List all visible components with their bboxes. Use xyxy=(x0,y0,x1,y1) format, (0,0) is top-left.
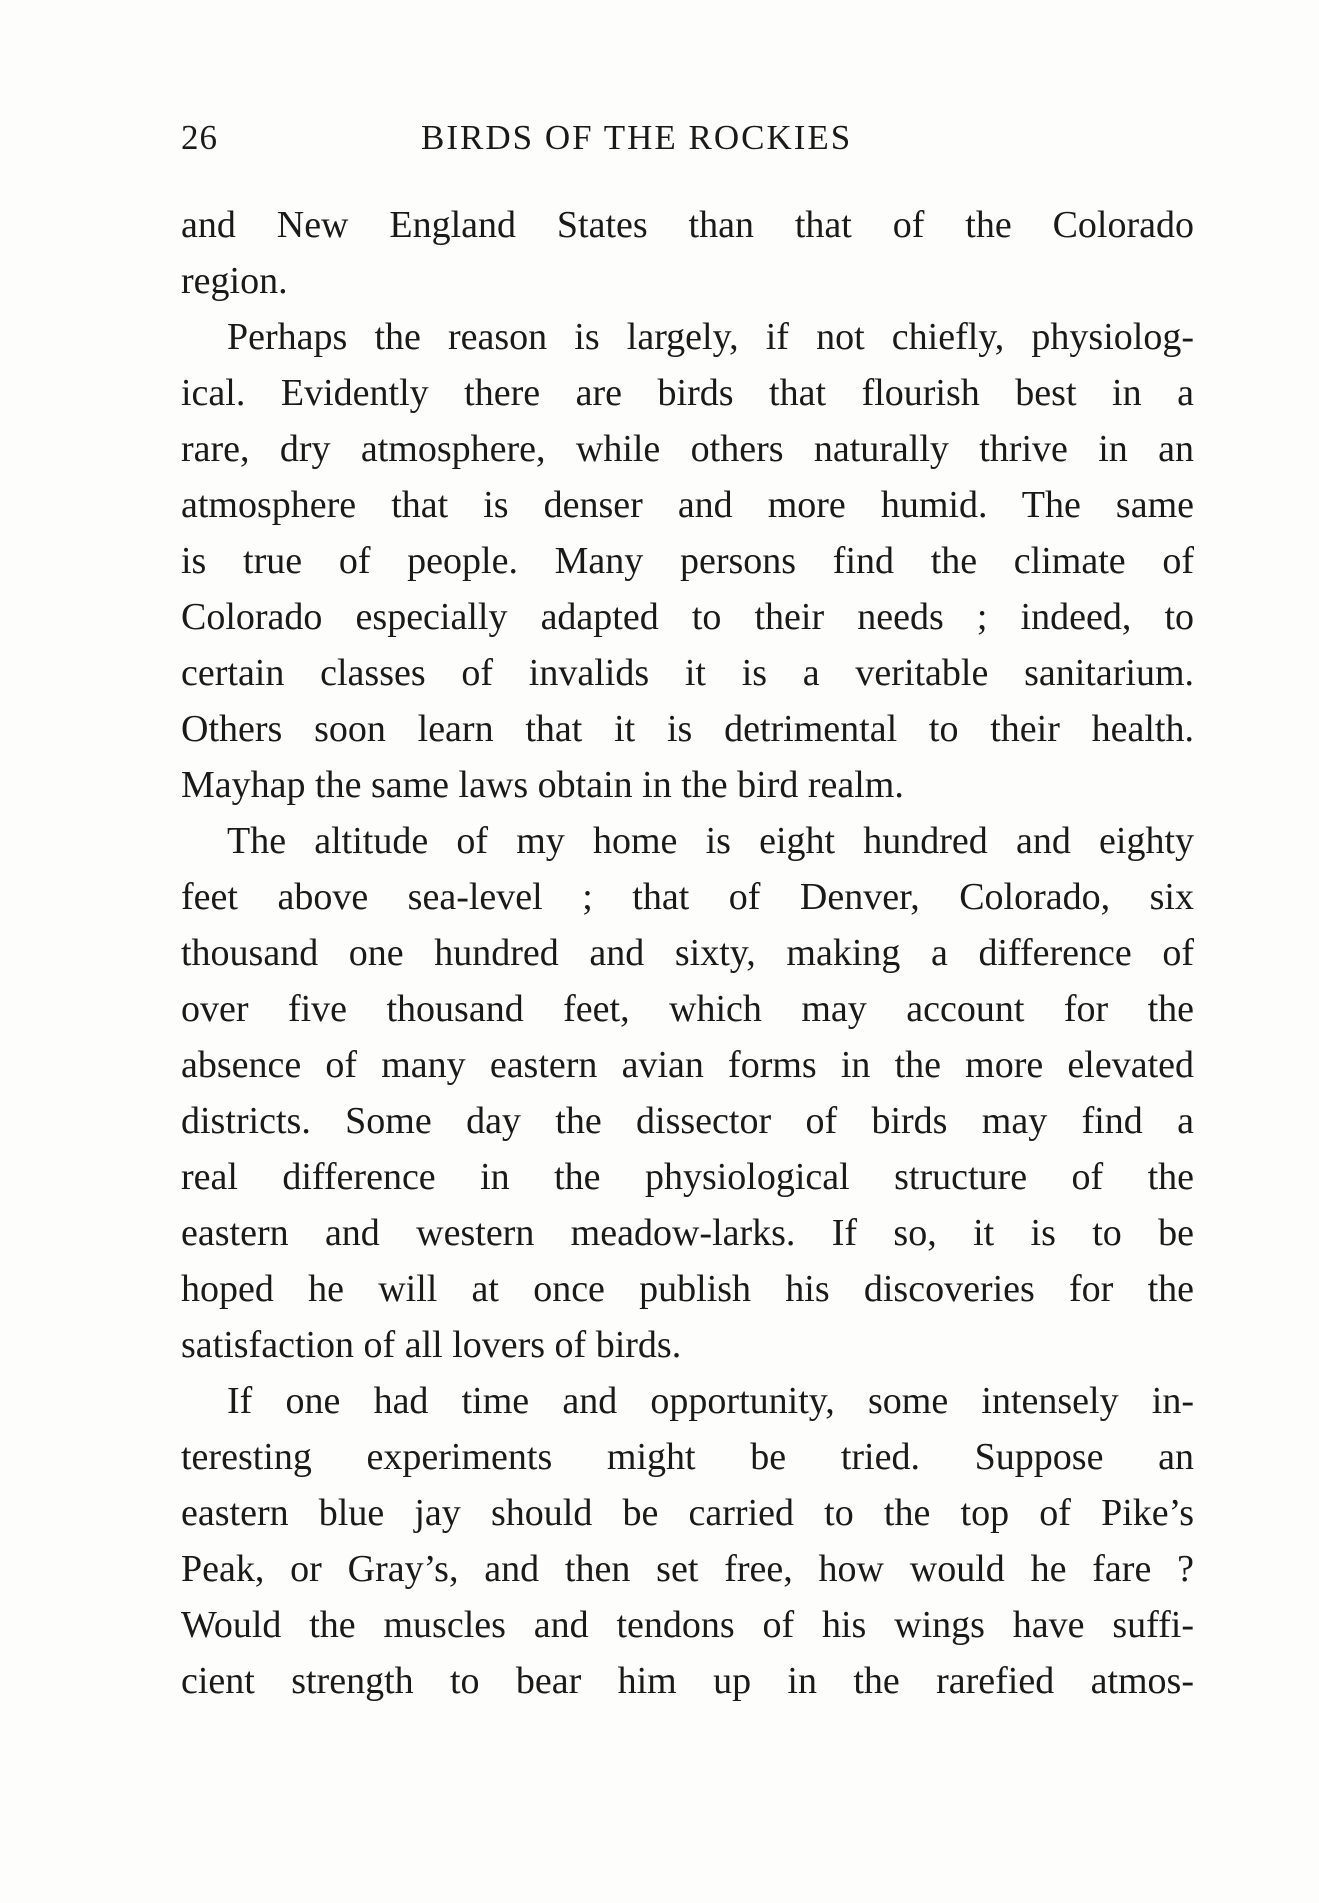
text-line: districts. Some day the dissector of birds may find a xyxy=(181,1100,1194,1142)
text-line: region. xyxy=(181,260,288,302)
text-line: cient strength to bear him up in the rarefied atmos- xyxy=(181,1660,1194,1702)
text-line: Mayhap the same laws obtain in the bird realm. xyxy=(181,764,904,806)
text-line: certain classes of invalids it is a veritable sanitarium. xyxy=(181,652,1194,694)
text-line: eastern blue jay should be carried to the top of Pike’s xyxy=(181,1492,1194,1534)
text-line: Others soon learn that it is detrimental to their health. xyxy=(181,708,1194,750)
text-line: rare, dry atmosphere, while others naturally thrive in an xyxy=(181,428,1194,470)
text-line: Colorado especially adapted to their needs ; indeed, to xyxy=(181,596,1194,638)
text-line: Perhaps the reason is largely, if not chiefly, physiolog- xyxy=(227,316,1194,358)
text-line: real difference in the physiological structure of the xyxy=(181,1156,1194,1198)
text-line: Peak, or Gray’s, and then set free, how would he fare ? xyxy=(181,1548,1194,1590)
text-line: satisfaction of all lovers of birds. xyxy=(181,1324,682,1366)
text-line: feet above sea-level ; that of Denver, Colorado, six xyxy=(181,876,1194,918)
text-line: Would the muscles and tendons of his wings have suffi- xyxy=(181,1604,1194,1646)
page-number: 26 xyxy=(181,118,218,157)
text-line: atmosphere that is denser and more humid. The same xyxy=(181,484,1194,526)
text-line: is true of people. Many persons find the climate of xyxy=(181,540,1194,582)
running-title: BIRDS OF THE ROCKIES xyxy=(421,118,853,157)
text-line: thousand one hundred and sixty, making a difference of xyxy=(181,932,1194,974)
text-line: teresting experiments might be tried. Suppose an xyxy=(181,1436,1194,1478)
text-line: and New England States than that of the Colorado xyxy=(181,204,1194,246)
text-line: If one had time and opportunity, some intensely in- xyxy=(227,1380,1194,1422)
text-line: eastern and western meadow-larks. If so, it is to be xyxy=(181,1212,1194,1254)
text-line: The altitude of my home is eight hundred and eighty xyxy=(227,820,1194,862)
body-text xyxy=(181,197,1194,1709)
text-line: over five thousand feet, which may account for the xyxy=(181,988,1194,1030)
text-line: absence of many eastern avian forms in the more elevated xyxy=(181,1044,1194,1086)
text-line: ical. Evidently there are birds that flourish best in a xyxy=(181,372,1194,414)
running-head xyxy=(181,118,1194,162)
text-line: hoped he will at once publish his discoveries for the xyxy=(181,1268,1194,1310)
